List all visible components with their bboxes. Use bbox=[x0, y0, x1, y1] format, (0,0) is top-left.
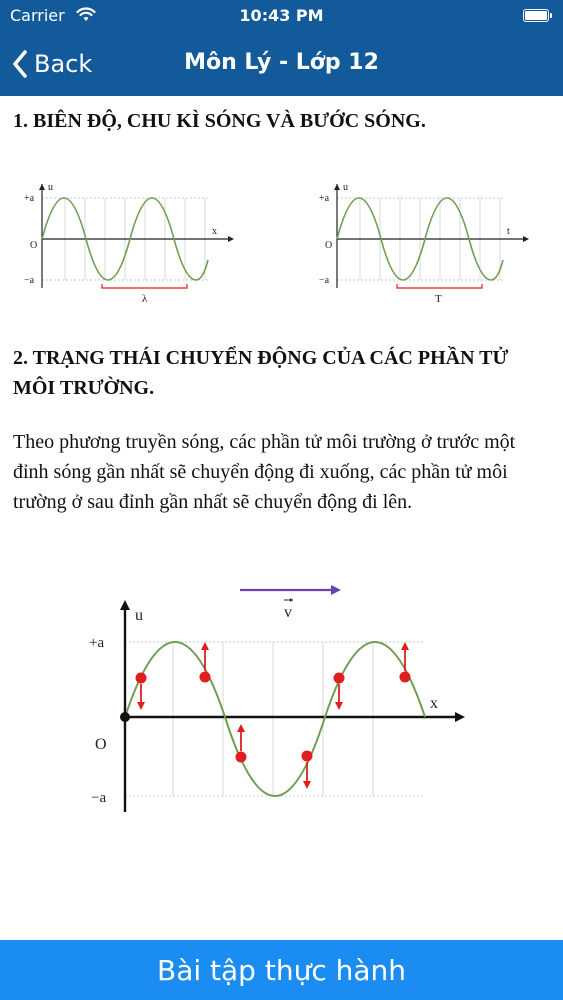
practice-exercises-button[interactable] bbox=[0, 940, 563, 1000]
particle-3 bbox=[236, 724, 247, 763]
carrier-label: Carrier bbox=[10, 6, 65, 25]
right-minus-a-label: −a bbox=[319, 275, 330, 286]
big-x-label: x bbox=[430, 695, 438, 712]
right-u-label: u bbox=[343, 182, 348, 193]
particle-1 bbox=[136, 673, 147, 711]
battery-icon bbox=[523, 9, 549, 22]
left-x-label: x bbox=[212, 226, 217, 237]
right-t-label: t bbox=[507, 226, 510, 237]
velocity-label: v bbox=[284, 604, 292, 621]
right-zero-label: O bbox=[325, 240, 333, 251]
wave-diagram-period bbox=[295, 176, 545, 321]
right-plus-a-label: +a bbox=[319, 193, 330, 204]
left-zero-label: O bbox=[30, 240, 38, 251]
particle-motion-diagram bbox=[85, 580, 480, 840]
practice-exercises-label: Bài tập thực hành bbox=[156, 953, 407, 987]
section2-paragraph: Theo phương truyền sóng, các phần tử môi trường ở trước một đỉnh sóng gần nhất sẽ chuyển động đi xuống, các phần tử môi trường ở sau đỉnh gần nhất sẽ chuyển động đi lên. bbox=[13, 431, 516, 513]
period-label: T bbox=[435, 293, 442, 305]
status-bar bbox=[0, 0, 563, 32]
section2-heading: 2. TRẠNG THÁI CHUYỂN ĐỘNG CỦA CÁC PHẦN TỬ MÔI TRƯỜNG. bbox=[13, 347, 509, 399]
big-minus-a-label: −a bbox=[91, 790, 107, 806]
page-title: Môn Lý - Lớp 12 bbox=[184, 50, 379, 75]
big-u-label: u bbox=[135, 607, 143, 624]
left-u-label: u bbox=[48, 182, 53, 193]
velocity-arrow-icon bbox=[331, 585, 341, 595]
wave-diagram-wavelength bbox=[0, 176, 250, 321]
big-zero-label: O bbox=[95, 736, 107, 753]
lesson-content[interactable] bbox=[0, 96, 563, 940]
back-label: Back bbox=[34, 50, 93, 78]
big-plus-a-label: +a bbox=[89, 635, 105, 651]
left-minus-a-label: −a bbox=[24, 275, 35, 286]
clock: 10:43 PM bbox=[239, 6, 324, 25]
left-plus-a-label: +a bbox=[24, 193, 35, 204]
navigation-bar bbox=[0, 32, 563, 96]
wavelength-label: λ bbox=[142, 293, 148, 305]
section1-heading: 1. BIÊN ĐỘ, CHU KÌ SÓNG VÀ BƯỚC SÓNG. bbox=[13, 110, 426, 132]
